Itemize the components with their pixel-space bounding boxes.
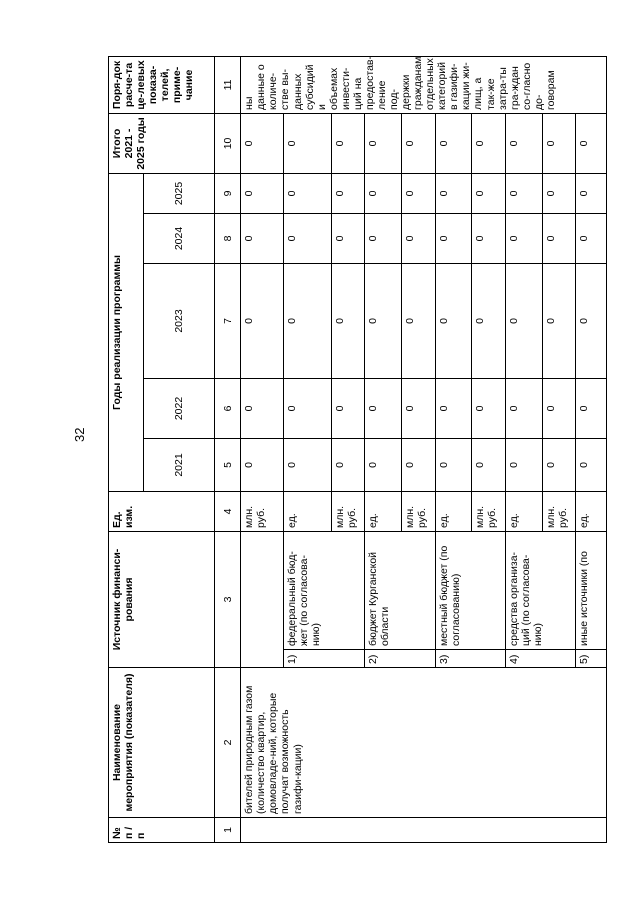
total-cell: 0 xyxy=(472,113,505,173)
header-unit: Ед. изм. xyxy=(109,491,215,531)
header-calc: Поря-док расче-та це-левых показа-телей, приме-чание xyxy=(109,56,215,113)
value-cell: 0 xyxy=(472,263,505,378)
rotated-table-wrapper xyxy=(108,57,607,843)
value-cell: 0 xyxy=(331,263,364,378)
unit-cell: ед. xyxy=(505,491,542,531)
header-row-1 xyxy=(109,56,144,842)
header-name: Наименование мероприятия (показателя) xyxy=(109,668,215,818)
total-cell: 0 xyxy=(365,113,402,173)
value-cell: 0 xyxy=(402,173,435,213)
source-index-cell: 1) xyxy=(283,650,365,668)
source-index-cell: 4) xyxy=(505,650,575,668)
value-cell: 0 xyxy=(331,378,364,438)
value-cell: 0 xyxy=(241,173,283,213)
total-cell: 0 xyxy=(241,113,283,173)
unit-cell: млн. руб. xyxy=(542,491,575,531)
header-year: 2024 xyxy=(143,213,215,263)
value-cell: 0 xyxy=(365,173,402,213)
col-number: 4 xyxy=(215,491,241,531)
value-cell: 0 xyxy=(575,378,606,438)
value-cell: 0 xyxy=(331,438,364,491)
value-cell: 0 xyxy=(575,173,606,213)
value-cell: 0 xyxy=(241,438,283,491)
value-cell: 0 xyxy=(435,173,472,213)
value-cell: 0 xyxy=(542,263,575,378)
unit-cell: ед. xyxy=(575,491,606,531)
total-cell: 0 xyxy=(435,113,472,173)
unit-cell: млн. руб. xyxy=(331,491,364,531)
value-cell: 0 xyxy=(283,263,331,378)
total-cell: 0 xyxy=(402,113,435,173)
unit-cell: млн. руб. xyxy=(402,491,435,531)
col-number: 10 xyxy=(215,113,241,173)
unit-cell: млн. руб. xyxy=(241,491,283,531)
table-body xyxy=(241,56,607,842)
table-row xyxy=(241,56,283,842)
total-cell: 0 xyxy=(542,113,575,173)
value-cell: 0 xyxy=(505,173,542,213)
value-cell: 0 xyxy=(472,438,505,491)
source-cell: иные источники (по xyxy=(575,531,606,649)
value-cell: 0 xyxy=(505,438,542,491)
col-number: 7 xyxy=(215,263,241,378)
col-number: 8 xyxy=(215,213,241,263)
source-index-cell: 5) xyxy=(575,650,606,668)
value-cell: 0 xyxy=(365,213,402,263)
header-year: 2025 xyxy=(143,173,215,213)
value-cell: 0 xyxy=(331,213,364,263)
value-cell: 0 xyxy=(505,263,542,378)
col-number: 6 xyxy=(215,378,241,438)
value-cell: 0 xyxy=(283,378,331,438)
source-cell: бюджет Курганской области xyxy=(365,531,435,649)
source-index-cell: 2) xyxy=(365,650,435,668)
unit-cell: ед. xyxy=(283,491,331,531)
header-years-group: Годы реализации программы xyxy=(109,173,144,491)
value-cell: 0 xyxy=(331,173,364,213)
value-cell: 0 xyxy=(365,438,402,491)
unit-cell: млн. руб. xyxy=(472,491,505,531)
value-cell: 0 xyxy=(575,263,606,378)
value-cell: 0 xyxy=(542,378,575,438)
total-cell: 0 xyxy=(283,113,331,173)
value-cell: 0 xyxy=(472,173,505,213)
header-year: 2021 xyxy=(143,438,215,491)
value-cell: 0 xyxy=(435,378,472,438)
col-number: 3 xyxy=(215,531,241,667)
col-number: 11 xyxy=(215,56,241,113)
total-cell: 0 xyxy=(575,113,606,173)
value-cell: 0 xyxy=(241,263,283,378)
value-cell: 0 xyxy=(365,263,402,378)
value-cell: 0 xyxy=(283,213,331,263)
value-cell: 0 xyxy=(402,378,435,438)
col-number: 2 xyxy=(215,668,241,818)
value-cell: 0 xyxy=(575,438,606,491)
source-cell: местный бюджет (по согласованию) xyxy=(435,531,505,649)
value-cell: 0 xyxy=(542,213,575,263)
source-cell: средства организа-ций (по согласова-нию) xyxy=(505,531,575,649)
page-number: 32 xyxy=(72,427,87,442)
col-number: 9 xyxy=(215,173,241,213)
value-cell: 0 xyxy=(505,378,542,438)
header-total: Итого 2021 - 2025 годы xyxy=(109,113,215,173)
header-no: № п / п xyxy=(109,818,215,843)
value-cell: 0 xyxy=(472,378,505,438)
unit-cell: ед. xyxy=(365,491,402,531)
program-table xyxy=(108,56,607,843)
value-cell: 0 xyxy=(402,438,435,491)
total-cell: 0 xyxy=(505,113,542,173)
value-cell: 0 xyxy=(402,263,435,378)
value-cell: 0 xyxy=(542,173,575,213)
header-source: Источник финанси-рования xyxy=(109,531,215,667)
source-cell xyxy=(241,531,283,667)
value-cell: 0 xyxy=(283,438,331,491)
row-number-cell xyxy=(241,818,607,843)
value-cell: 0 xyxy=(283,173,331,213)
total-cell: 0 xyxy=(331,113,364,173)
value-cell: 0 xyxy=(241,378,283,438)
value-cell: 0 xyxy=(542,438,575,491)
header-year: 2023 xyxy=(143,263,215,378)
value-cell: 0 xyxy=(435,263,472,378)
value-cell: 0 xyxy=(575,213,606,263)
value-cell: 0 xyxy=(365,378,402,438)
item-name-cell: бителей природным газом (количество квартир, домовладе-ний, которые получат возможность газифи-кации) xyxy=(241,668,607,818)
note-cell: ны данные о количе-стве вы-данных субсидий и объемах инвести-ций на предостав-ление под-держки гражданам отдельных категорий в газифи-кации жи-лищ, а так-же затра-ты гра-ждан со-гласно до-говорам xyxy=(241,56,607,113)
header-year: 2022 xyxy=(143,378,215,438)
source-cell: федеральный бюд-жет (по согласова-нию) xyxy=(283,531,365,649)
value-cell: 0 xyxy=(241,213,283,263)
value-cell: 0 xyxy=(402,213,435,263)
value-cell: 0 xyxy=(472,213,505,263)
col-number: 5 xyxy=(215,438,241,491)
source-index-cell: 3) xyxy=(435,650,505,668)
value-cell: 0 xyxy=(435,213,472,263)
value-cell: 0 xyxy=(505,213,542,263)
col-number: 1 xyxy=(215,818,241,843)
column-number-row xyxy=(215,56,241,842)
unit-cell: ед. xyxy=(435,491,472,531)
value-cell: 0 xyxy=(435,438,472,491)
